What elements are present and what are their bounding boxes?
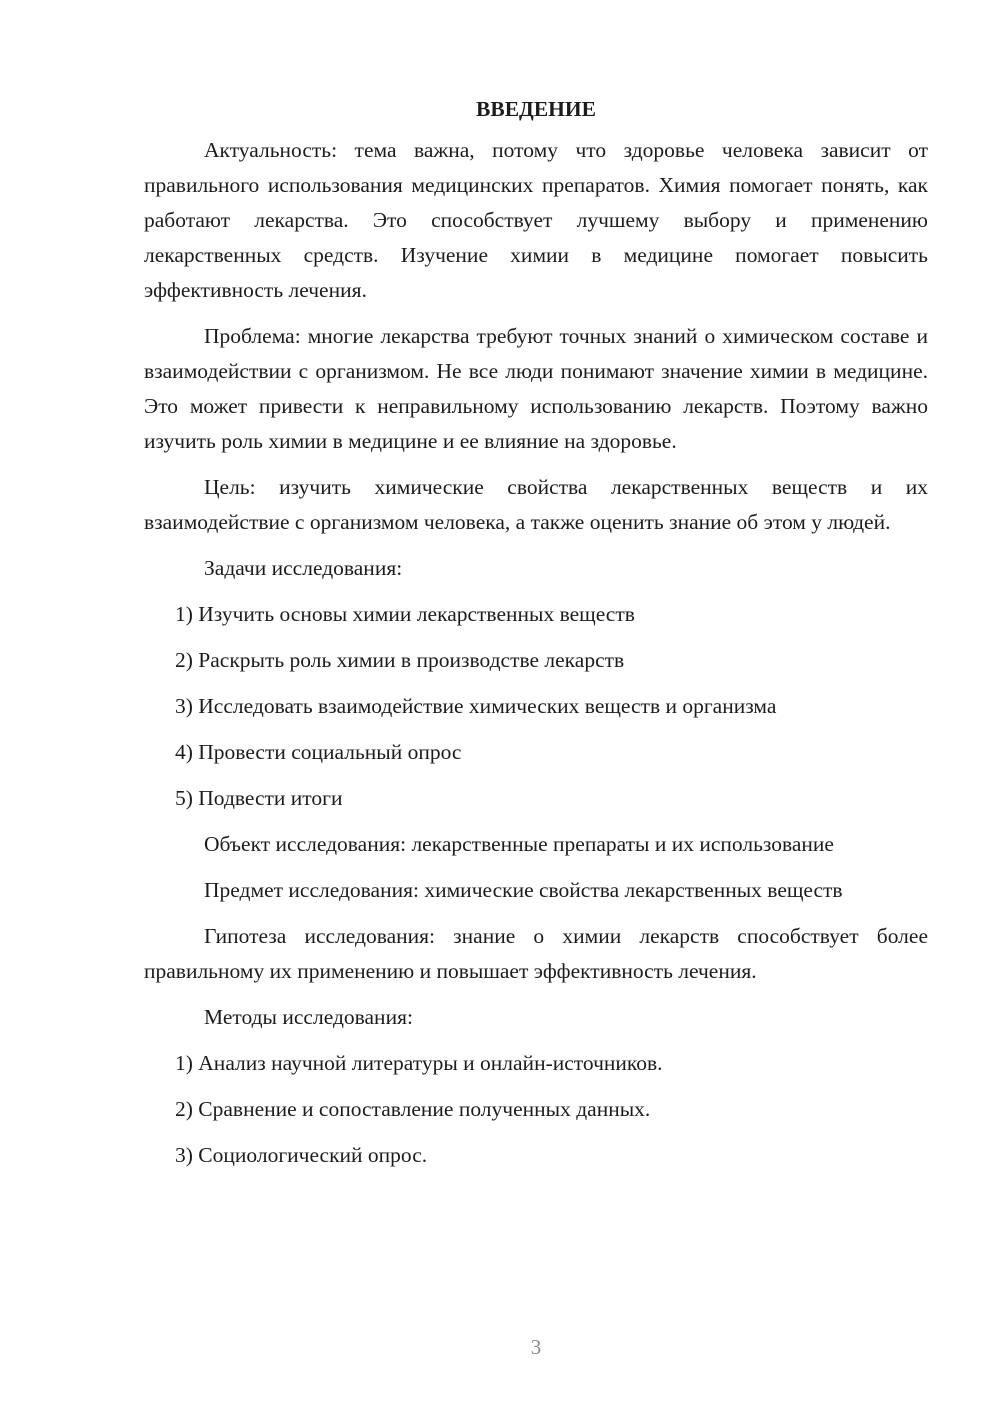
list-item: 3) Исследовать взаимодействие химических веществ и организма xyxy=(175,694,777,718)
goal-paragraph: Цель: изучить химические свойства лекарственных веществ и их взаимодействие с организмом человека, а также оценить знание об этом у людей. xyxy=(144,475,928,534)
list-item: 1) Анализ научной литературы и онлайн-источников. xyxy=(175,1051,663,1075)
list-item: 2) Раскрыть роль химии в производстве лекарств xyxy=(175,648,625,672)
list-item: 4) Провести социальный опрос xyxy=(175,740,462,764)
tasks-list xyxy=(144,597,928,816)
page-number: 3 xyxy=(530,1335,542,1359)
page-title: ВВЕДЕНИЕ xyxy=(476,97,596,121)
problem-paragraph: Проблема: многие лекарства требуют точных знаний о химическом составе и взаимодействии с организмом. Не все люди понимают значение химии в медицине. Это может привести к неправильному использованию лекарств. Поэтому важно изучить роль химии в медицине и ее влияние на здоровье. xyxy=(144,324,928,453)
tasks-heading: Задачи исследования: xyxy=(204,556,403,580)
list-item: 3) Социологический опрос. xyxy=(175,1143,428,1167)
document-page xyxy=(144,92,928,1184)
methods-list xyxy=(144,1046,928,1173)
list-item: 1) Изучить основы химии лекарственных веществ xyxy=(175,602,635,626)
list-item: 5) Подвести итоги xyxy=(175,786,343,810)
object-paragraph: Объект исследования: лекарственные препараты и их использование xyxy=(204,832,834,856)
subject-paragraph: Предмет исследования: химические свойства лекарственных веществ xyxy=(204,878,843,902)
methods-heading: Методы исследования: xyxy=(204,1005,413,1029)
relevance-paragraph: Актуальность: тема важна, потому что здоровье человека зависит от правильного использования медицинских препаратов. Химия помогает понять, как работают лекарства. Это способствует лучшему выбору и применению лекарственных средств. Изучение химии в медицине помогает повысить эффективность лечения. xyxy=(144,138,928,302)
list-item: 2) Сравнение и сопоставление полученных данных. xyxy=(175,1097,651,1121)
hypothesis-paragraph: Гипотеза исследования: знание о химии лекарств способствует более правильному их применению и повышает эффективность лечения. xyxy=(144,924,928,983)
